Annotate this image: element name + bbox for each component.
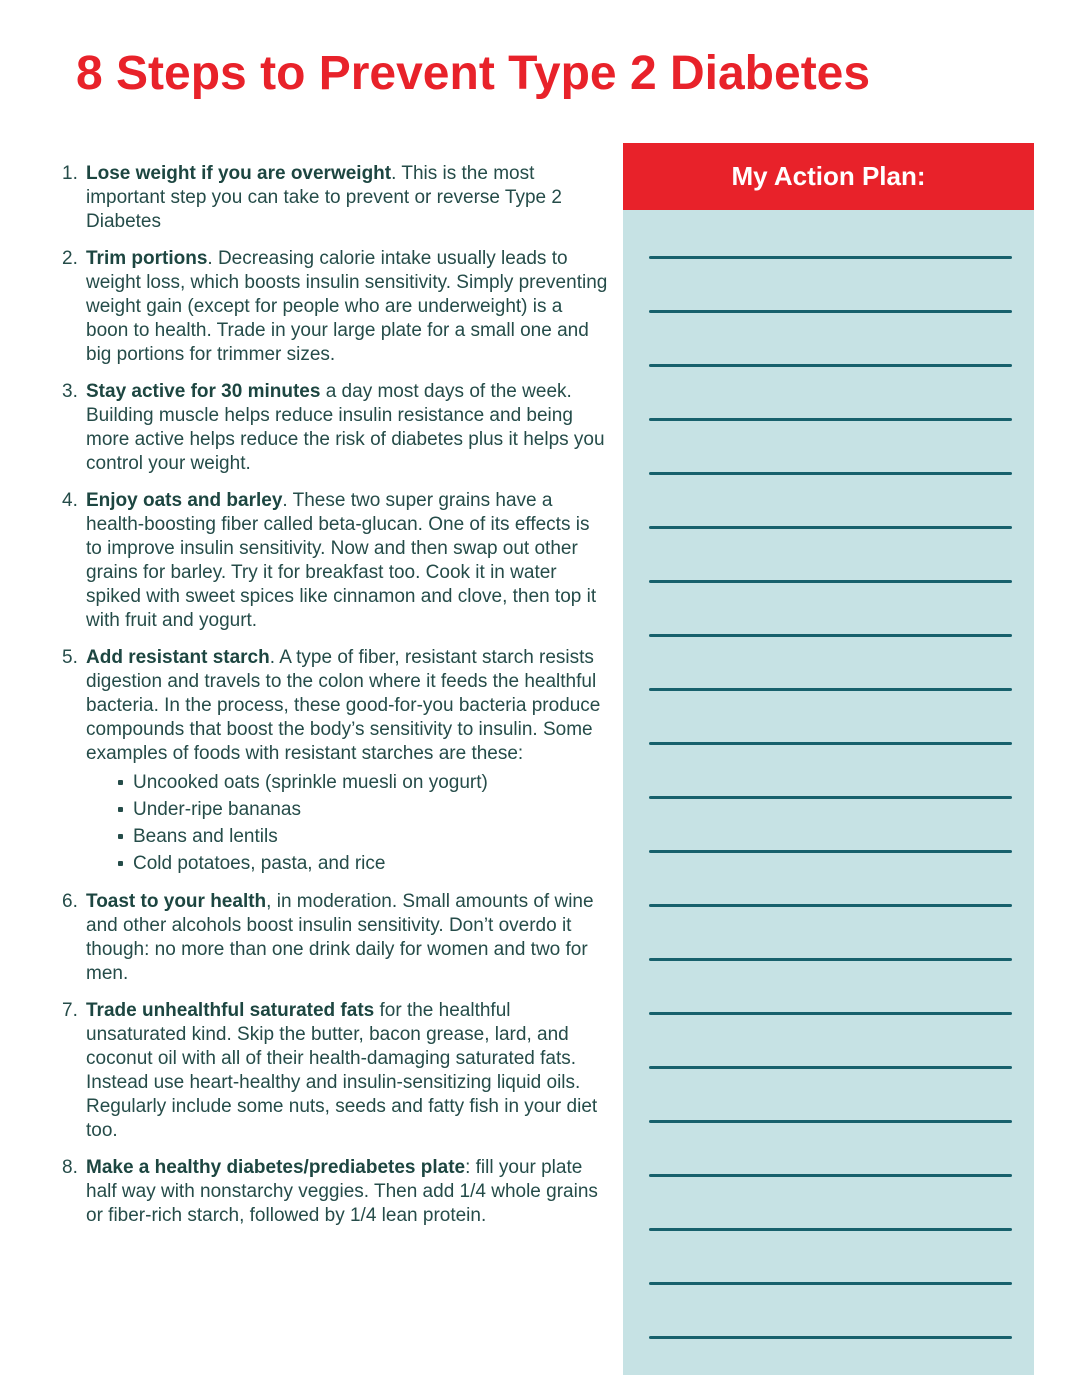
- page-title: 8 Steps to Prevent Type 2 Diabetes: [76, 47, 871, 100]
- bullet-item: Under-ripe bananas: [116, 796, 608, 823]
- step-rest: . This is the most important step you can take to prevent or reverse Type 2 Diabetes: [86, 163, 562, 232]
- step-rest: , in moderation. Small amounts of wine and other alcohols boost insulin sensitivity. Don’t overdo it though: no more than one drink daily for women and two for men.: [86, 891, 594, 984]
- step-text: [86, 380, 608, 476]
- step-rest: a day most days of the week. Building muscle helps reduce insulin resistance and being more active helps reduce the risk of diabetes plus it helps you control your weight.: [86, 381, 605, 474]
- step-number: 7.: [62, 1000, 78, 1021]
- step-number: 8.: [62, 1157, 78, 1178]
- step-bold-lead: Lose weight if you are overweight: [86, 163, 392, 184]
- action-plan-line: [649, 1012, 1012, 1015]
- step-bold-lead: Toast to your health: [86, 891, 267, 912]
- action-plan-line: [649, 418, 1012, 421]
- action-plan-line: [649, 742, 1012, 745]
- bullet-item: Beans and lentils: [116, 823, 608, 850]
- action-plan-line: [649, 1120, 1012, 1123]
- action-plan-line: [649, 904, 1012, 907]
- step-number: 5.: [62, 647, 78, 668]
- action-plan-line: [649, 1228, 1012, 1231]
- action-plan-line: [649, 310, 1012, 313]
- action-plan-lines: [623, 210, 1034, 1375]
- step-item-3: [62, 380, 608, 476]
- step-item-1: [62, 162, 608, 234]
- step-rest: . Decreasing calorie intake usually leads to weight loss, which boosts insulin sensitivity. Simply preventing weight gain (except for people who are underweight) is a boon to health. Trade in your large plate for a small one and big portions for trimmer sizes.: [86, 248, 608, 365]
- action-plan-line: [649, 796, 1012, 799]
- step-number: 6.: [62, 891, 78, 912]
- action-plan-line: [649, 850, 1012, 853]
- step-number: 4.: [62, 490, 78, 511]
- action-plan-panel: [623, 143, 1034, 1375]
- action-plan-title: My Action Plan:: [731, 161, 926, 191]
- action-plan-line: [649, 256, 1012, 259]
- action-plan-line: [649, 364, 1012, 367]
- step-text: [86, 890, 608, 986]
- action-plan-line: [649, 580, 1012, 583]
- bullet-item: Uncooked oats (sprinkle muesli on yogurt): [116, 769, 608, 796]
- action-plan-line: [649, 1174, 1012, 1177]
- step-item-8: [62, 1156, 608, 1228]
- bullet-item: Cold potatoes, pasta, and rice: [116, 850, 608, 877]
- action-plan-line: [649, 1282, 1012, 1285]
- step-number: 2.: [62, 248, 78, 269]
- step-item-5: [62, 646, 608, 877]
- action-plan-line: [649, 958, 1012, 961]
- action-plan-line: [649, 472, 1012, 475]
- step-bold-lead: Trim portions: [86, 248, 208, 269]
- step-rest: . These two super grains have a health-boosting fiber called beta-glucan. One of its effects is to improve insulin sensitivity. Now and then swap out other grains for barley. Try it for breakfast too. Cook it in water spiked with sweet spices like cinnamon and clove, then top it with fruit and yogurt.: [86, 490, 597, 631]
- step-item-6: [62, 890, 608, 986]
- step-bold-lead: Add resistant starch: [86, 647, 270, 668]
- step-text: [86, 162, 608, 234]
- action-plan-line: [649, 526, 1012, 529]
- step-item-4: [62, 489, 608, 633]
- step-item-7: [62, 999, 608, 1143]
- steps-list: [62, 162, 608, 1228]
- action-plan-line: [649, 688, 1012, 691]
- step-number: 3.: [62, 381, 78, 402]
- step-text: [86, 999, 608, 1143]
- step-number: 1.: [62, 163, 78, 184]
- step-rest: : fill your plate half way with nonstarchy veggies. Then add 1/4 whole grains or fiber-rich starch, followed by 1/4 lean protein.: [86, 1157, 598, 1226]
- step-item-2: [62, 247, 608, 367]
- step-bold-lead: Trade unhealthful saturated fats: [86, 1000, 375, 1021]
- step-bold-lead: Stay active for 30 minutes: [86, 381, 321, 402]
- resistant-starch-bullet-list: [86, 769, 608, 877]
- step-bold-lead: Make a healthy diabetes/prediabetes plate: [86, 1157, 466, 1178]
- step-text: [86, 247, 608, 367]
- step-text: [86, 646, 608, 877]
- step-bold-lead: Enjoy oats and barley: [86, 490, 283, 511]
- action-plan-line: [649, 1066, 1012, 1069]
- step-text: [86, 1156, 608, 1228]
- steps-column: [62, 162, 608, 1241]
- step-rest: for the healthful unsaturated kind. Skip the butter, bacon grease, lard, and coconut oil with all of their health-damaging saturated fats. Instead use heart-healthy and insulin-sensitizing liquid oils. Regularly include some nuts, seeds and fatty fish in your diet too.: [86, 1000, 598, 1141]
- action-plan-header: [623, 143, 1034, 210]
- step-text: [86, 489, 608, 633]
- step-rest: . A type of fiber, resistant starch resists digestion and travels to the colon where it feeds the healthful bacteria. In the process, these good-for-you bacteria produce compounds that boost the body’s sensitivity to insulin. Some examples of foods with resistant starches are these:: [86, 647, 601, 764]
- action-plan-line: [649, 634, 1012, 637]
- action-plan-line: [649, 1336, 1012, 1339]
